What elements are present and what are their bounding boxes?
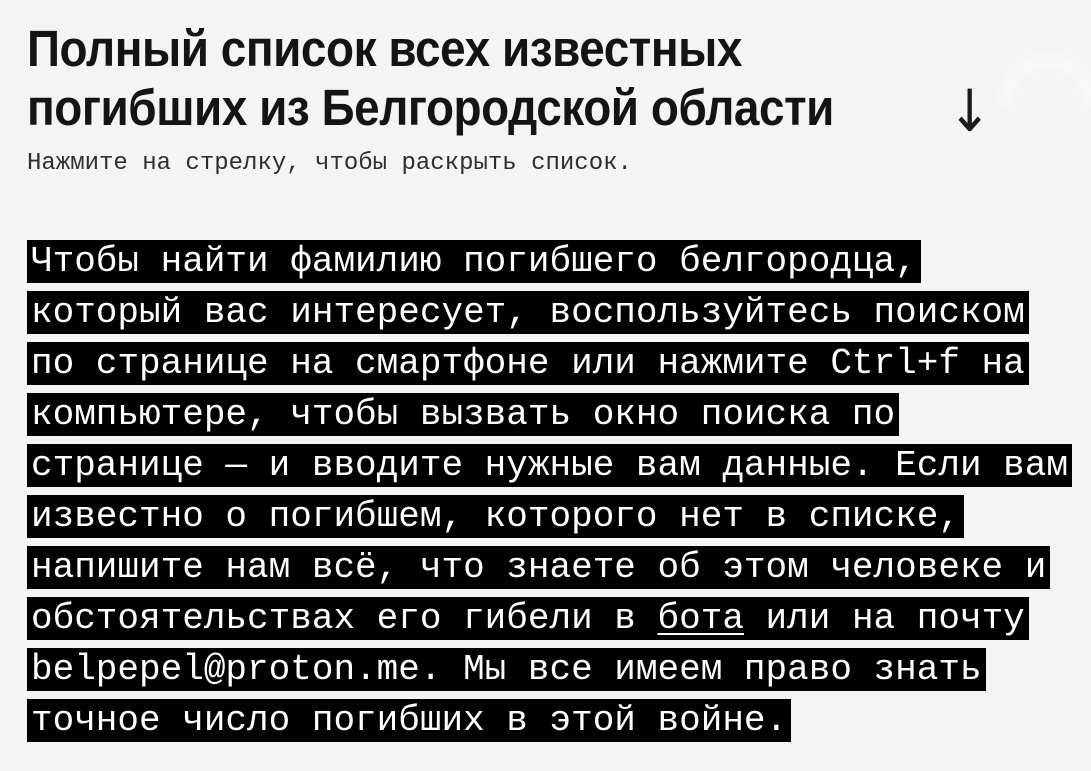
paragraph-text-before-link: Чтобы найти фамилию погибшего белгородца, который вас интересует, воспользуйтесь поиском по странице на смартфоне или нажмите Ctrl+f на компьютере, чтобы вызвать окно поиска по странице — и вводите нужные вам данные. Если вам известно о погибшем, которого нет в списке, напишите нам всё, что знаете об этом человеке и обстоятельствах его гибели в <box>31 241 1068 639</box>
page-title <box>27 19 1091 145</box>
paragraph-text-between: или на почту <box>743 598 1025 639</box>
down-arrow-icon: ↓ <box>947 77 991 145</box>
page-title-line-2: погибших из Белгородской области <box>27 79 834 136</box>
expand-list-arrow[interactable] <box>948 76 991 146</box>
bot-link[interactable]: бота <box>657 598 744 639</box>
paragraph-text-after: Мы все имеем право знать точное число погибших в этой войне. <box>31 649 982 741</box>
highlighted-text <box>27 240 1072 742</box>
email-address: belpepel@proton.me. <box>31 649 442 690</box>
subtitle-hint: Нажмите на стрелку, чтобы раскрыть список. <box>27 150 632 177</box>
info-paragraph <box>27 236 1073 746</box>
page-title-line-1: Полный список всех известных <box>27 20 742 77</box>
